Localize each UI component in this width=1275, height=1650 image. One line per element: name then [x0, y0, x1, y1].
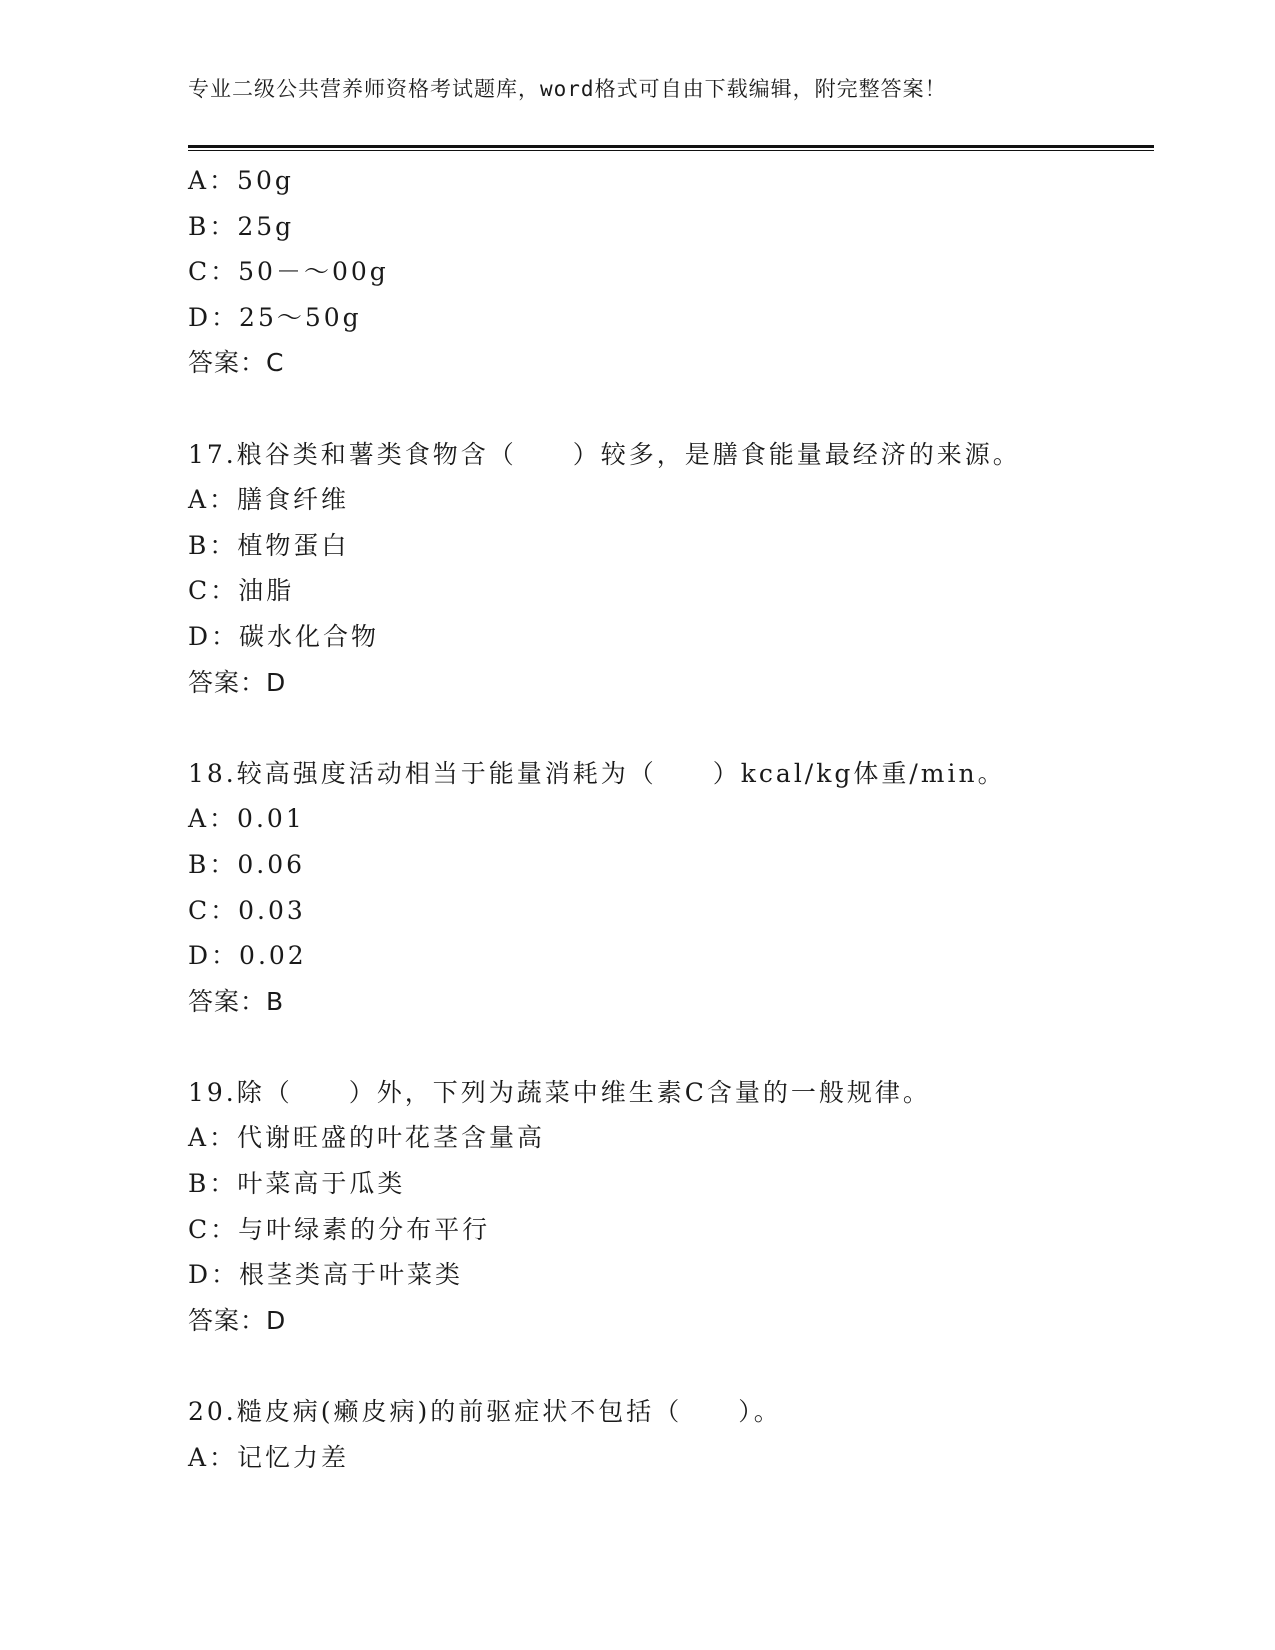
answer-18: 答案：B [188, 986, 285, 1016]
option-d: D：0.02 [188, 941, 307, 971]
option-d: D：碳水化合物 [188, 621, 380, 651]
option-c: C：与叶绿素的分布平行 [188, 1214, 491, 1244]
answer-19: 答案：D [188, 1305, 287, 1335]
option-b: B：25g [188, 211, 295, 241]
question-18-stem: 18.较高强度活动相当于能量消耗为（ ）kcal/kg体重/min。 [188, 758, 1006, 788]
question-20-stem: 20.糙皮病(癞皮病)的前驱症状不包括（ ）。 [188, 1397, 782, 1427]
question-17-stem: 17.粮谷类和薯类食物含（ ）较多，是膳食能量最经济的来源。 [188, 439, 1021, 469]
option-d: D：25～50g [188, 302, 362, 332]
option-a: A：0.01 [188, 804, 305, 834]
option-c: C：50－～00g [188, 257, 389, 287]
option-b: B：0.06 [188, 849, 306, 879]
option-a: A：代谢旺盛的叶花茎含量高 [188, 1123, 546, 1153]
option-d: D：根茎类高于叶菜类 [188, 1260, 464, 1290]
option-c: C：油脂 [188, 576, 295, 606]
question-content [188, 158, 1148, 1480]
option-c: C：0.03 [188, 895, 306, 925]
option-b: B：叶菜高于瓜类 [188, 1169, 406, 1199]
option-a: A：记忆力差 [188, 1442, 350, 1472]
header-rule-thick [188, 145, 1154, 148]
header-rule-thin [188, 150, 1154, 151]
answer-16: 答案：C [188, 348, 285, 378]
answer-17: 答案：D [188, 667, 287, 697]
option-b: B：植物蛋白 [188, 530, 350, 560]
option-a: A：50g [188, 166, 294, 195]
option-a: A：膳食纤维 [188, 485, 350, 515]
question-19-stem: 19.除（ ）外，下列为蔬菜中维生素C含量的一般规律。 [188, 1077, 931, 1107]
page-header: 专业二级公共营养师资格考试题库，word格式可自由下载编辑，附完整答案！ [188, 77, 947, 101]
